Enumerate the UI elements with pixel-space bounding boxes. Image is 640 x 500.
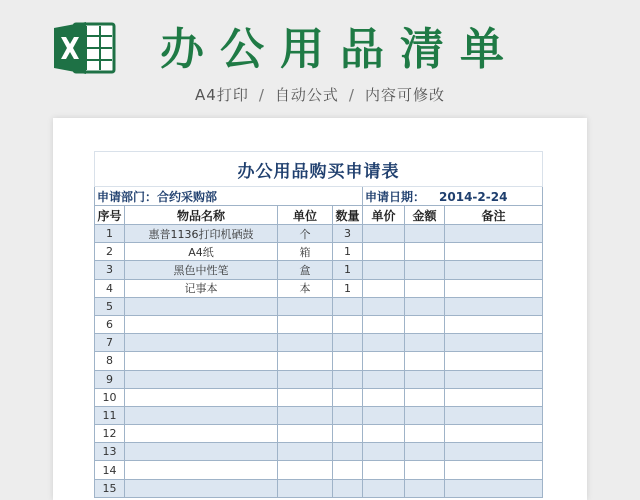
date-label: 申请日期： — [365, 189, 426, 204]
table-row — [95, 297, 543, 315]
cell-note[interactable] — [445, 370, 543, 388]
column-header-row — [95, 206, 543, 225]
spreadsheet-paper — [53, 118, 587, 500]
table-row — [95, 243, 543, 261]
cell-unit[interactable] — [278, 425, 333, 443]
cell-name[interactable] — [125, 388, 278, 406]
cell-qty[interactable]: 1 — [333, 261, 363, 279]
purchase-request-table — [94, 151, 543, 498]
cell-unit[interactable] — [278, 461, 333, 479]
cell-price[interactable] — [363, 352, 405, 370]
table-body — [95, 225, 543, 498]
cell-note[interactable] — [445, 425, 543, 443]
cell-amount[interactable] — [405, 334, 445, 352]
cell-name[interactable] — [125, 315, 278, 333]
cell-note[interactable] — [445, 443, 543, 461]
cell-qty[interactable] — [333, 352, 363, 370]
table-row — [95, 388, 543, 406]
cell-amount[interactable] — [405, 243, 445, 261]
cell-unit[interactable] — [278, 406, 333, 424]
cell-no[interactable]: 5 — [95, 297, 125, 315]
cell-price[interactable] — [363, 225, 405, 243]
column-header-unit: 单位 — [278, 206, 333, 225]
cell-note[interactable] — [445, 243, 543, 261]
department-cell[interactable] — [95, 187, 363, 206]
cell-no[interactable]: 7 — [95, 334, 125, 352]
cell-note[interactable] — [445, 479, 543, 497]
table-row — [95, 479, 543, 497]
cell-price[interactable] — [363, 261, 405, 279]
cell-unit[interactable]: 箱 — [278, 243, 333, 261]
cell-name[interactable] — [125, 479, 278, 497]
table-row — [95, 225, 543, 243]
cell-no[interactable]: 8 — [95, 352, 125, 370]
cell-amount[interactable] — [405, 425, 445, 443]
cell-qty[interactable] — [333, 479, 363, 497]
cell-unit[interactable] — [278, 388, 333, 406]
department-label: 申请部门： — [97, 189, 158, 204]
cell-name[interactable]: 惠普1136打印机硒鼓 — [125, 225, 278, 243]
cell-qty[interactable]: 1 — [333, 279, 363, 297]
cell-amount[interactable] — [405, 370, 445, 388]
cell-no[interactable]: 9 — [95, 370, 125, 388]
cell-qty[interactable] — [333, 334, 363, 352]
page-subtitle — [0, 84, 640, 105]
date-value: 2014-2-24 — [439, 189, 508, 204]
table-row — [95, 443, 543, 461]
cell-name[interactable] — [125, 370, 278, 388]
cell-unit[interactable] — [278, 352, 333, 370]
table-row — [95, 261, 543, 279]
cell-name[interactable] — [125, 425, 278, 443]
cell-amount[interactable] — [405, 406, 445, 424]
cell-unit[interactable] — [278, 370, 333, 388]
cell-unit[interactable] — [278, 297, 333, 315]
cell-note[interactable] — [445, 297, 543, 315]
cell-price[interactable] — [363, 243, 405, 261]
cell-amount[interactable] — [405, 297, 445, 315]
table-row — [95, 315, 543, 333]
table-row — [95, 461, 543, 479]
cell-no[interactable]: 4 — [95, 279, 125, 297]
cell-amount[interactable] — [405, 461, 445, 479]
cell-name[interactable]: A4纸 — [125, 243, 278, 261]
table-row — [95, 406, 543, 424]
cell-qty[interactable]: 3 — [333, 225, 363, 243]
column-header-name: 物品名称 — [125, 206, 278, 225]
cell-name[interactable] — [125, 352, 278, 370]
cell-name[interactable]: 黑色中性笔 — [125, 261, 278, 279]
cell-price[interactable] — [363, 461, 405, 479]
cell-amount[interactable] — [405, 388, 445, 406]
cell-amount[interactable] — [405, 225, 445, 243]
cell-price[interactable] — [363, 279, 405, 297]
subtitle-separator: / — [258, 86, 265, 104]
cell-price[interactable] — [363, 425, 405, 443]
cell-price[interactable] — [363, 297, 405, 315]
cell-amount[interactable] — [405, 479, 445, 497]
cell-no[interactable]: 1 — [95, 225, 125, 243]
date-cell[interactable] — [363, 187, 543, 206]
page-title: 办公用品清单 — [160, 24, 520, 75]
subtitle-editable: 内容可修改 — [364, 86, 445, 104]
cell-note[interactable] — [445, 461, 543, 479]
department-value: 合约采购部 — [157, 189, 218, 204]
cell-note[interactable] — [445, 406, 543, 424]
cell-note[interactable] — [445, 225, 543, 243]
cell-no[interactable]: 10 — [95, 388, 125, 406]
cell-name[interactable] — [125, 443, 278, 461]
cell-note[interactable] — [445, 261, 543, 279]
cell-name[interactable] — [125, 461, 278, 479]
table-row — [95, 279, 543, 297]
cell-amount[interactable] — [405, 315, 445, 333]
cell-amount[interactable] — [405, 261, 445, 279]
cell-unit[interactable] — [278, 479, 333, 497]
cell-no[interactable]: 2 — [95, 243, 125, 261]
cell-amount[interactable] — [405, 443, 445, 461]
cell-no[interactable]: 14 — [95, 461, 125, 479]
cell-qty[interactable] — [333, 370, 363, 388]
cell-note[interactable] — [445, 388, 543, 406]
subtitle-formula: 自动公式 — [274, 86, 339, 104]
column-header-amount: 金额 — [405, 206, 445, 225]
cell-unit[interactable] — [278, 315, 333, 333]
cell-qty[interactable] — [333, 443, 363, 461]
subtitle-print: A4打印 — [195, 86, 249, 104]
table-row — [95, 370, 543, 388]
cell-no[interactable]: 15 — [95, 479, 125, 497]
table-row — [95, 352, 543, 370]
cell-qty[interactable] — [333, 406, 363, 424]
cell-unit[interactable] — [278, 334, 333, 352]
cell-note[interactable] — [445, 334, 543, 352]
page-header — [0, 0, 640, 118]
cell-name[interactable]: 记事本 — [125, 279, 278, 297]
cell-amount[interactable] — [405, 352, 445, 370]
form-title: 办公用品购买申请表 — [95, 152, 543, 187]
cell-no[interactable]: 12 — [95, 425, 125, 443]
excel-logo-icon — [52, 20, 118, 76]
cell-no[interactable]: 11 — [95, 406, 125, 424]
cell-qty[interactable] — [333, 297, 363, 315]
cell-qty[interactable] — [333, 461, 363, 479]
cell-note[interactable] — [445, 279, 543, 297]
cell-qty[interactable] — [333, 388, 363, 406]
cell-qty[interactable]: 1 — [333, 243, 363, 261]
cell-price[interactable] — [363, 388, 405, 406]
cell-unit[interactable]: 本 — [278, 279, 333, 297]
cell-unit[interactable] — [278, 443, 333, 461]
cell-qty[interactable] — [333, 425, 363, 443]
cell-qty[interactable] — [333, 315, 363, 333]
column-header-qty: 数量 — [333, 206, 363, 225]
cell-amount[interactable] — [405, 279, 445, 297]
cell-price[interactable] — [363, 334, 405, 352]
table-row — [95, 334, 543, 352]
cell-no[interactable]: 6 — [95, 315, 125, 333]
cell-price[interactable] — [363, 479, 405, 497]
column-header-note: 备注 — [445, 206, 543, 225]
cell-price[interactable] — [363, 315, 405, 333]
cell-name[interactable] — [125, 334, 278, 352]
cell-note[interactable] — [445, 352, 543, 370]
cell-no[interactable]: 3 — [95, 261, 125, 279]
cell-name[interactable] — [125, 297, 278, 315]
cell-price[interactable] — [363, 370, 405, 388]
form-title-row — [95, 152, 543, 187]
cell-unit[interactable]: 盒 — [278, 261, 333, 279]
cell-no[interactable]: 13 — [95, 443, 125, 461]
table-row — [95, 425, 543, 443]
cell-note[interactable] — [445, 315, 543, 333]
cell-price[interactable] — [363, 406, 405, 424]
cell-name[interactable] — [125, 406, 278, 424]
cell-price[interactable] — [363, 443, 405, 461]
cell-unit[interactable]: 个 — [278, 225, 333, 243]
form-info-row — [95, 187, 543, 206]
column-header-no: 序号 — [95, 206, 125, 225]
column-header-price: 单价 — [363, 206, 405, 225]
subtitle-separator: / — [348, 86, 355, 104]
